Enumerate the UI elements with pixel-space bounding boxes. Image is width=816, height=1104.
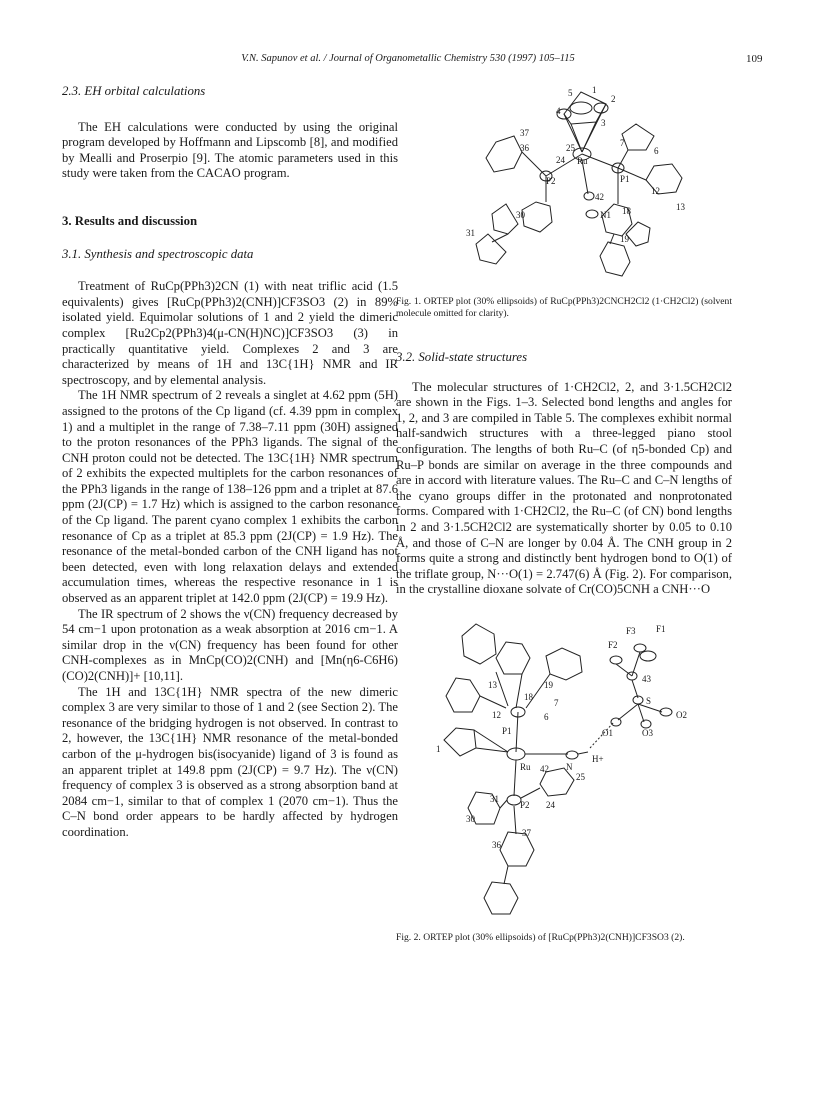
section-2-3-paragraph: The EH calculations were conducted by using the original program developed by Hoffmann and Lipscomb [8], and modified by Mealli and Proserpio [9]. The atomic parameters used in this study were taken from the CACAO program. [62,119,398,181]
fig2-label: 13 [488,679,497,690]
fig2-label: 42 [540,763,549,774]
section-3-2-paragraph: The molecular structures of 1·CH2Cl2, 2, and 3·1.5CH2Cl2 are shown in the Figs. 1–3. Selected bond lengths and angles for 1, 2, and 3 are compiled in Table 5. The complexes exhibit normal half-sandwich structures with a three-legged piano stool configuration. The lengths of both Ru–C (of η5-bonded Cp) and Ru–P bonds are similar on average in the three compounds and are in accord with literature values. The Ru–C and C–N lengths of the cyano groups differ in the protonated and nonprotonated forms. Compared with 1·CH2Cl2, the Ru–C (of CN) bond lengths in 2 and 3·1.5CH2Cl2 are systematically shorter by 0.05 to 0.10 Å, and those of C–N are longer by 0.04 Å. The CNH group in 2 forms quite a strong and distinctly bent hydrogen bond to O(1) of the triflate group, N···O(1) = 2.747(6) Å (Fig. 2). For comparison, in the crystalline dioxane solvate of Cr(CO)5CNH a CNH···O [396,379,732,597]
figure-2-caption: Fig. 2. ORTEP plot (30% ellipsoids) of [RuCp(PPh3)2(CNH)]CF3SO3 (2). [396,931,685,943]
fig2-label: S [646,695,652,706]
fig2-label: O1 [602,727,613,738]
fig1-label: 3 [601,118,606,128]
running-head: V.N. Sapunov et al. / Journal of Organometallic Chemistry 530 (1997) 105–115 [241,53,575,64]
fig2-label: P2 [520,799,530,810]
fig2-label: 18 [524,691,533,702]
fig1-label: 25 [566,143,575,153]
fig2-label: O2 [676,709,687,720]
fig1-label: N1 [600,210,611,220]
section-3-title: 3. Results and discussion [62,213,198,228]
fig1-label: Ru [577,156,588,166]
fig2-label: N [566,761,573,772]
fig2-label: Ru [520,761,531,772]
fig2-label: 36 [492,839,501,850]
figure-1-caption: Fig. 1. ORTEP plot (30% ellipsoids) of RuCp(PPh3)2CNCH2Cl2 (1·CH2Cl2) (solvent molecule omitted for clarity). [396,296,732,319]
section-3-1-paragraph-1: Treatment of RuCp(PPh3)2CN (1) with neat triflic acid (1.5 equivalents) gives [RuCp(PPh3)2(CNH)]CF3SO3 (2) in 89% isolated yield. Equimolar solutions of 1 and 2 yield the dimeric complex [Ru2Cp2(PPh3)4(μ-CN(H)NC)]CF3SO3 (3) in practically quantitative yield. Complexes 2 and 3 are characterized by means of 1H and 13C{1H} NMR and IR spectroscopy, and by elemental analysis. [62,279,398,387]
fig1-label: 2 [611,94,616,104]
fig2-label: 43 [642,673,651,684]
fig1-label: 42 [595,192,604,202]
fig1-label: 31 [466,228,475,238]
fig2-label: 12 [492,709,501,720]
page-header [0,53,816,69]
fig1-label: P1 [620,174,630,184]
fig2-label: 25 [576,771,585,782]
fig2-label: 24 [546,799,555,810]
fig1-label: 4 [556,106,561,116]
fig1-label: P2 [546,176,556,186]
section-3-1-paragraph-4: The 1H and 13C{1H} NMR spectra of the new dimeric complex 3 are very similar to those of 1 and 2 (see Section 2). The resonance of the bridging hydrogen is not observed. In contrast to 2, however, the 13C{1H} NMR resonance of the metal-bonded carbon of the μ-hydrogen bis(isocyanide) ligand of 3 is found as an apparent triplet at 149.8 ppm (2J(CP) = 9.7 Hz). The ν(CN) frequency of complex 3 is observed as a strong absorption band at 2084 cm−1, similar to that of complex 1 (2070 cm−1). Thus the C–N bond order appears to be hardly affected by hydrogen coordination. [62,684,398,839]
fig2-label: F2 [608,639,618,650]
fig1-label: 6 [654,146,659,156]
fig2-label: 6 [544,711,549,722]
fig2-label: 7 [554,697,559,708]
figure-2-ortep-plot [396,612,732,932]
fig2-label: 37 [522,827,531,838]
fig2-label: 30 [466,813,475,824]
fig1-label: 1 [592,85,597,95]
fig1-label: 30 [516,210,525,220]
left-column [62,84,398,841]
fig2-label: 31 [490,793,499,804]
fig1-label: 13 [676,202,685,212]
right-column [396,84,732,944]
page-number: 109 [746,53,763,65]
fig2-label: F3 [626,625,636,636]
fig1-label: 36 [520,143,529,153]
fig2-label: 19 [544,679,553,690]
fig1-label: 7 [620,138,625,148]
fig2-label: F1 [656,623,666,634]
figure-1-ortep-plot [396,84,732,294]
fig2-label: O3 [642,727,653,738]
section-3-1-title: 3.1. Synthesis and spectroscopic data [62,246,254,261]
fig2-label: P1 [502,725,512,736]
section-3-2-title: 3.2. Solid-state structures [396,350,528,364]
fig1-label: 12 [651,186,660,196]
fig1-label: 18 [622,206,631,216]
section-3-1-paragraph-3: The IR spectrum of 2 shows the ν(CN) frequency decreased by 54 cm−1 upon protonation as a weak absorption at 2016 cm−1. A similar drop in the ν(CN) frequency has been found for other CNH-complexes as in MnCp(CO)2(CNH) and [Mn(η6-C6H6)(CO)2(CNH)]+ [10,11]. [62,606,398,683]
fig2-label: 1 [436,743,441,754]
fig1-label: 19 [620,234,629,244]
fig1-label: 24 [556,155,565,165]
fig1-label: 5 [568,88,573,98]
section-2-3-title: 2.3. EH orbital calculations [62,84,206,98]
fig1-label: 37 [520,128,529,138]
section-3-1-paragraph-2: The 1H NMR spectrum of 2 reveals a singlet at 4.62 ppm (5H) assigned to the protons of the Cp ligand (cf. 4.39 ppm in complex 1) and a multiplet in the range of 7.38–7.11 ppm (30H) assigned to the proton resonances of the PPh3 ligands. The signal of the CNH proton could not be detected. The 13C{1H} NMR spectrum of 2 exhibits the expected multiplets for the carbon resonances of the PPh3 ligands in the range of 138–126 ppm and a triplet at 87.6 ppm (2J(CP) = 1.7 Hz) which is assigned to the carbon resonance of the Cp ligand. The parent cyano complex 1 exhibits the carbon resonance of Cp as a triplet at 85.3 ppm (2J(CP) = 1.9 Hz). The resonance of the metal-bonded carbon of the CNH ligand has not been detected, even with long relaxation delays and extended accumulation times, whereas the respective resonance in 1 is observed as an apparent triplet at 142.0 ppm (2J(CP) = 19.9 Hz). [62,388,398,606]
fig2-label: H+ [592,753,604,764]
